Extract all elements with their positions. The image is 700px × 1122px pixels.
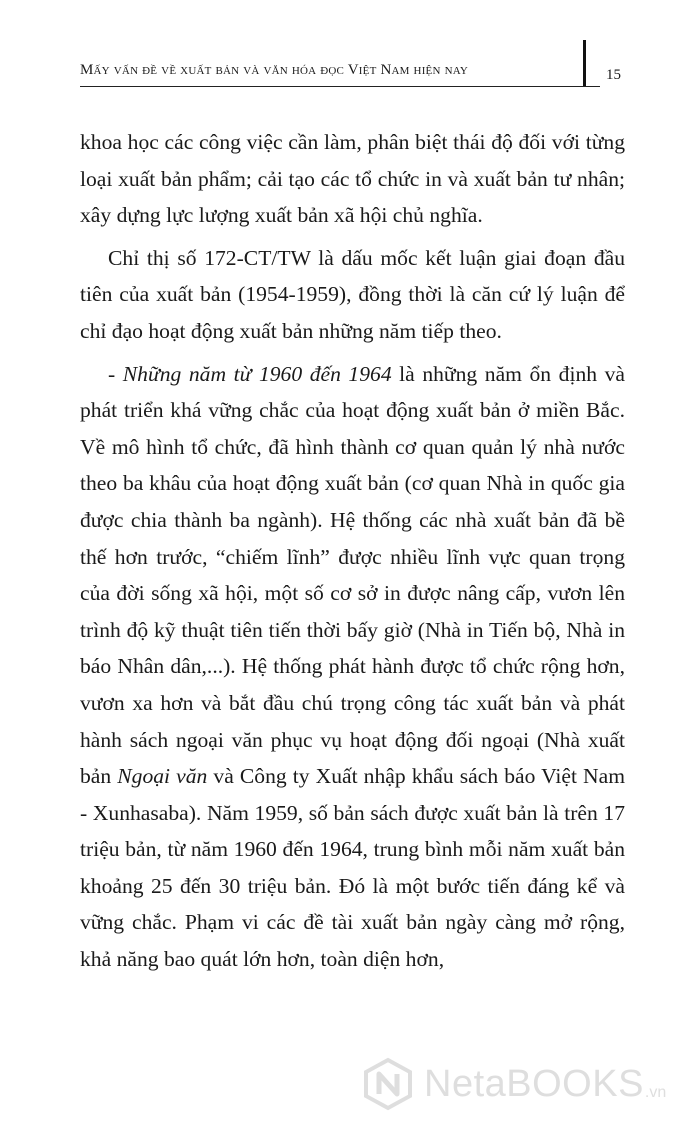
header-rule <box>80 86 600 87</box>
watermark-suffix: .vn <box>644 1084 667 1101</box>
watermark <box>360 1050 666 1118</box>
paragraph-1: khoa học các công việc cần làm, phân biệt thái độ đối với từng loại xuất bản phẩm; cải tạo các tổ chức in và xuất bản tư nhân; xây dựng lực lượng xuất bản xã hội chủ nghĩa. <box>80 130 625 228</box>
neta-logo-icon <box>360 1056 416 1112</box>
body-text <box>80 124 625 978</box>
paragraph-2: Chỉ thị số 172-CT/TW là dấu mốc kết luận giai đoạn đầu tiên của xuất bản (1954-1959), đồng thời là căn cứ lý luận để chỉ đạo hoạt động xuất bản những năm tiếp theo. <box>80 245 625 343</box>
header-vertical-bar <box>583 40 586 86</box>
paragraph-3 <box>80 356 625 978</box>
running-header-title: Mấy vấn đề về xuất bản và văn hóa đọc Việt Nam hiện nay <box>80 62 468 78</box>
paragraph-3-italic-period: Những năm từ 1960 đến 1964 <box>122 361 392 386</box>
paragraph-3-dash: - <box>108 361 123 386</box>
paragraph-3-italic-publisher: Ngoại văn <box>117 764 208 789</box>
paragraph-3-text-b: và Công ty Xuất nhập khẩu sách báo Việt Nam - Xunhasaba). Năm 1959, số bản sách được xuất bản là trên 17 triệu bản, từ năm 1960 đến 1964, trung bình mỗi năm xuất bản khoảng 25 đến 30 triệu bản. Đó là một bước tiến đáng kể và vững chắc. Phạm vi các đề tài xuất bản ngày càng mở rộng, khả năng bao quát lớn hơn, toàn diện hơn, <box>80 764 626 972</box>
watermark-brand: NetaBOOKS <box>424 1062 644 1105</box>
page-number: 15 <box>606 67 621 83</box>
paragraph-3-text-a: là những năm ổn định và phát triển khá vững chắc của hoạt động xuất bản ở miền Bắc. Về mô hình tổ chức, đã hình thành cơ quan quản lý nhà nước theo ba khâu của hoạt động xuất bản (cơ quan Nhà in quốc gia được chia thành ba ngành). Hệ thống các nhà xuất bản đã bề thế hơn trước, “chiếm lĩnh” được nhiều lĩnh vực quan trọng của đời sống xã hội, một số cơ sở in được nâng cấp, vươn lên trình độ kỹ thuật tiên tiến thời bấy giờ (Nhà in Tiến bộ, Nhà in báo Nhân dân,...). Hệ thống phát hành được tổ chức rộng hơn, vươn xa hơn và bắt đầu chú trọng công tác xuất bản và phát hành sách ngoại văn phục vụ hoạt động đối ngoại (Nhà xuất bản <box>80 361 625 789</box>
